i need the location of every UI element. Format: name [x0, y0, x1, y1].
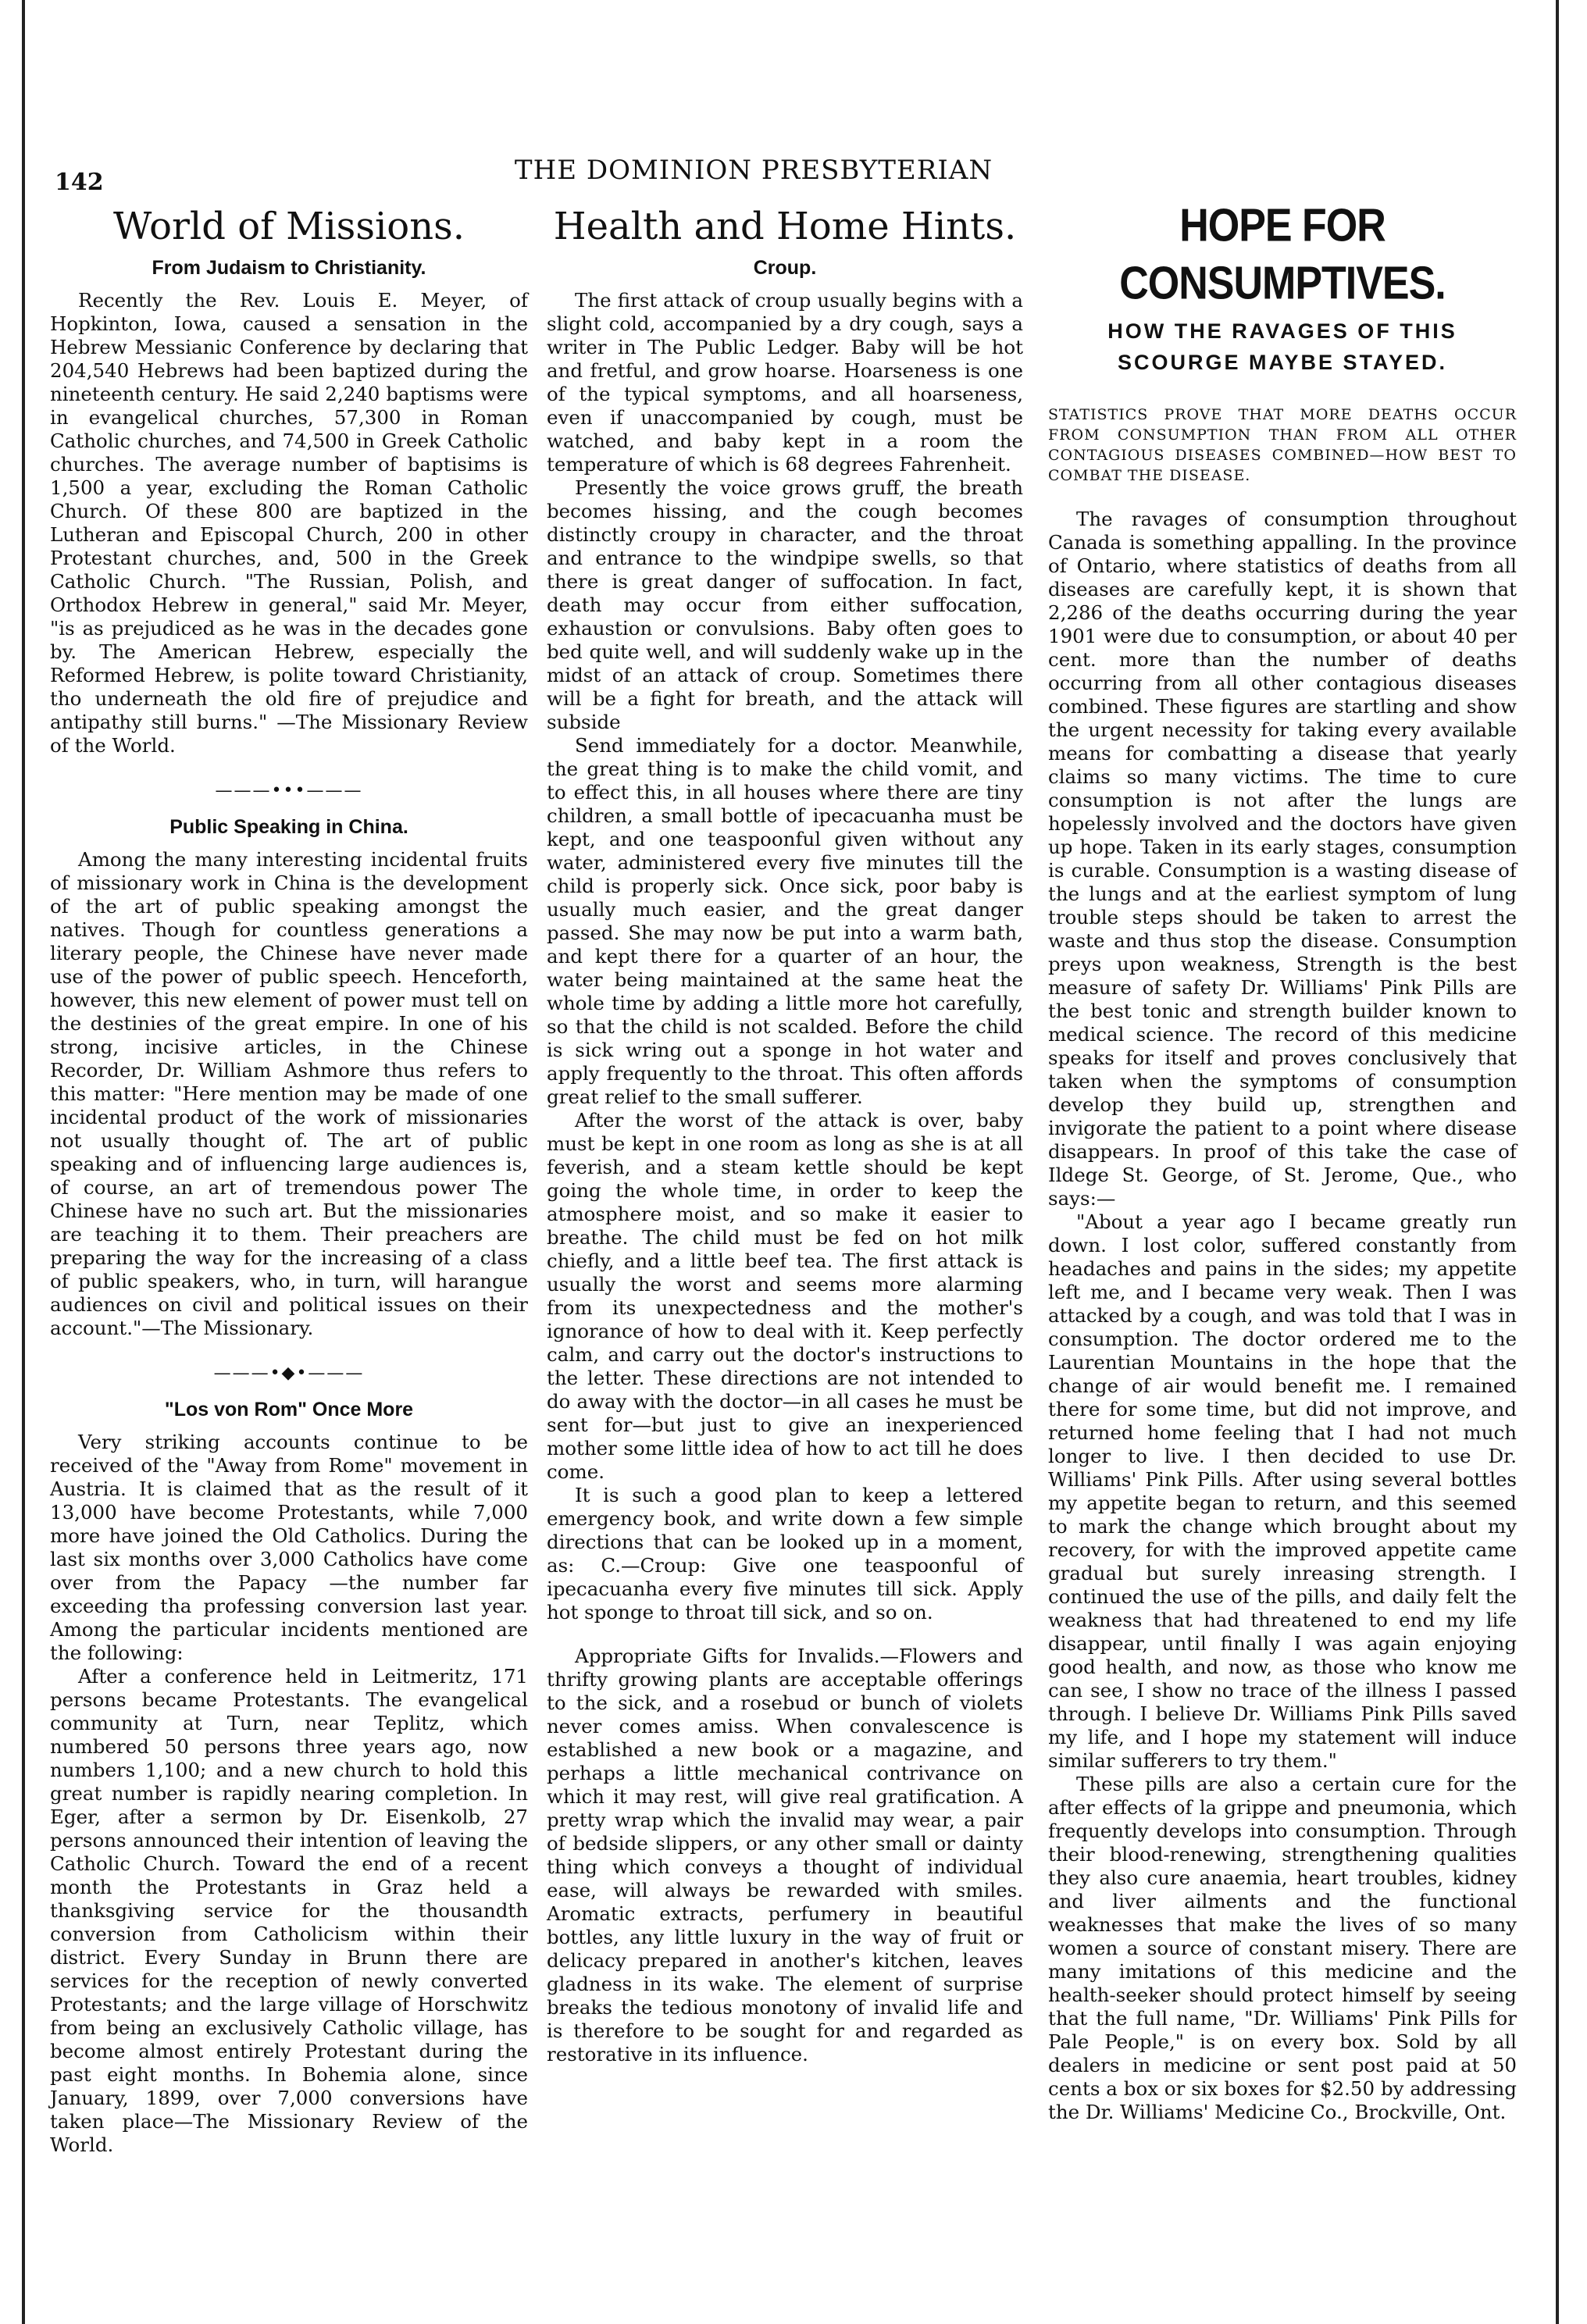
- article-paragraph: After a conference held in Leitmeritz, 171 persons became Protestants. The evangelical community at Turn, near Teplitz, which numbered 50 persons three years ago, now numbers 1,100; and a new church to hold this great number is rapidly nearing completion. In Eger, after a sermon by Dr. Eisenkolb, 27 persons announced their intention of leaving the Catholic Church. Toward the end of a recent month the Protestants in Graz held a thanksgiving service for the thousandth conversion from Catholicism within their district. Every Sunday in Brunn there are services for the reception of newly converted Protestants; and the large village of Horschwitz from being an exclusively Catholic village, has become almost entirely Protestant during the past eight months. In Bohemia alone, since January, 1899, over 7,000 conversions have taken place—The Missionary Review of the World.: [50, 1665, 528, 2156]
- article-paragraph: It is such a good plan to keep a lettered emergency book, and write down a few simple directions that can be looked up in a moment, as: C.—Croup: Give one teaspoonful of ipecacuanha every five minutes till sick. Apply hot sponge to throat till sick, and so on.: [547, 1484, 1023, 1624]
- article-paragraph: The ravages of consumption throughout Canada is something appalling. In the province of Ontario, where statistics of deaths from all diseases are carefully kept, it is shown that 2,286 of the deaths occurring during the year 1901 were due to consumption, or about 40 per cent. more than the number of deaths occurring from all other contagious diseases combined. These figures are startling and show the urgent necessity for taking every available means for combatting a disease that yearly claims so many victims. The time to cure consumption is not after the lungs are hopelessly involved and the doctors have given up hope. Taken in its early stages, consumption is curable. Consumption is a wasting disease of the lungs and at the earliest symptom of lung trouble steps should be taken to arrest the waste and thus stop the disease. Consumption preys upon weakness, Strength is the best measure of safety Dr. Williams' Pink Pills are the best tonic and strength builder known to medical science. The record of this medicine speaks for itself and proves conclusively that taken when the symptoms of consumption develop they build up, strengthen and invigorate the patient to a point where disease disappears. In proof of this take the case of Ildege St. George, of St. Jerome, Que., who says:—: [1048, 508, 1517, 1210]
- article-paragraph: Among the many interesting incidental fruits of missionary work in China is the development of the art of public speaking amongst the natives. Though for countless generations a literary people, the Chinese have never made use of the power of public speech. Henceforth, however, this new element of power must tell on the destinies of the great empire. In one of his strong, incisive articles, in the Chinese Recorder, Dr. William Ashmore thus refers to this matter: "Here mention may be made of one incidental product of the work of missionaries not usually thought of. The art of public speaking and of influencing large audiences is, of course, an art of tremendous power The Chinese have no such art. But the missionaries are teaching it to them. Their preachers are preparing the way for the increasing of a class of public speakers, who, in turn, will harangue audiences on civil and political issues on their account."—The Missionary.: [50, 848, 528, 1339]
- article-paragraph: The first attack of croup usually begins with a slight cold, accompanied by a dry cough, says a writer in The Public Ledger. Baby will be hot and fretful, and grow hoarse. Hoarseness is one of the typical symptoms, and all hoarseness, even if unaccompanied by cough, must be watched, and baby kept in a room the temperature of which is 68 degrees Fahrenheit.: [547, 289, 1023, 476]
- article-paragraph: "About a year ago I became greatly run down. I lost color, suffered constantly from headaches and pains in the sides; my appetite left me, and I became very weak. Then I was attacked by a cough, and was told that I was in consumption. The doctor ordered me to the Laurentian Mountains in the hope that the change of air would benefit me. I remained there for some time, but did not improve, and returned home feeling that I had not much longer to live. I then decided to use Dr. Williams' Pink Pills. After using several bottles my appetite began to return, and this seemed to mark the change which brought about my recovery, for with the improved appetite came gradual but surely inreasing strength. I continued the use of the pills, and daily felt the weakness that had threatened to end my life disappear, until finally I was again enjoying good health, and now, as those who know me can see, I show no trace of the illness I passed through. I believe Dr. Williams Pink Pills saved my life, and I hope my statement will induce similar sufferers to try them.": [1048, 1210, 1517, 1772]
- article-title: Croup.: [753, 257, 817, 279]
- column-world-of-missions: [50, 205, 528, 2157]
- column-advertisement: [1048, 199, 1517, 2124]
- section-masthead: Health and Home Hints.: [553, 205, 1017, 248]
- article-paragraph: After the worst of the attack is over, baby must be kept in one room as long as she is at all feverish, and a steam kettle should be kept going the whole time, in order to keep the atmosphere moist, and so make it easier to breathe. The child must be fed on hot milk chiefly, and a little beef tea. The first attack is usually the worst and seems more alarming from its unexpectedness and the mother's ignorance of how to deal with it. Keep perfectly calm, and carry out the doctor's instructions to the letter. These directions are not intended to do away with the doctor—in all cases he must be sent for—but just to give an inexperienced mother some little idea of how to act till he does come.: [547, 1109, 1023, 1483]
- section-divider: ———•••———: [215, 781, 363, 800]
- section-masthead: World of Missions.: [113, 205, 465, 248]
- article-paragraph: Very striking accounts continue to be received of the "Away from Rome" movement in Austria. It is claimed that as the result of it 13,000 have become Protestants, while 7,000 more have joined the Old Catholics. During the last six months over 3,000 Catholics have come over from the Papacy —the number far exceeding tha professing conversion last year. Among the particular incidents mentioned are the following:: [50, 1431, 528, 1664]
- article-title: "Los von Rom" Once More: [164, 1399, 414, 1420]
- advert-deck: STATISTICS PROVE THAT MORE DEATHS OCCUR FROM CONSUMPTION THAN FROM ALL OTHER CONTAGIOUS DISEASES COMBINED—HOW BEST TO COMBAT THE DISEASE.: [1048, 406, 1517, 484]
- article-paragraph: Recently the Rev. Louis E. Meyer, of Hopkinton, Iowa, caused a sensation in the Hebrew Messianic Conference by declaring that 204,540 Hebrews had been baptized during the nineteenth century. He said 2,240 baptisms were in evangelical churches, 57,300 in Roman Catholic churches, and 74,500 in Greek Catholic churches. The average number of baptisims is 1,500 a year, excluding the Roman Catholic Church. Of these 800 are baptized in the Lutheran and Episcopal Church, 200 in other Protestant churches, and, 500 in the Greek Catholic Church. "The Russian, Polish, and Orthodox Hebrew in general," said Mr. Meyer, "is as prejudiced as he was in the decades gone by. The American Hebrew, especially the Reformed Hebrew, is polite toward Christianity, tho underneath the old fire of prejudice and antipathy still burns." —The Missionary Review of the World.: [50, 289, 528, 757]
- article-paragraph: Send immediately for a doctor. Meanwhile, the great thing is to make the child vomit, and to effect this, in all houses where there are tiny children, a small bottle of ipecacuanha must be kept, and one teaspoonful given without any water, administered every five minutes till the child is properly sick. Once sick, poor baby is usually much easier, and the great danger passed. She may now be put into a warm bath, and kept there for a quarter of an hour, the water being maintained at the same heat the whole time by adding a little more hot carefully, so that the child is not scalded. Before the child is sick wring out a sponge in hot water and apply frequently to the throat. This often affords great relief to the small sufferer.: [547, 734, 1023, 1108]
- article-paragraph: These pills are also a certain cure for the after effects of la grippe and pneumonia, which frequently develops into consumption. Through their blood-renewing, strengthening qualities they also cure anaemia, heart troubles, kidney and liver ailments and the functional weaknesses that make the lives of so many women a source of constant misery. There are many imitations of this medicine and the health-seeker should protect himself by seeing that the full name, "Dr. Williams' Pink Pills for Pale People," is on every box. Sold by all dealers in medicine or sent post paid at 50 cents a box or six boxes for $2.50 by addressing the Dr. Williams' Medicine Co., Brockville, Ont.: [1048, 1773, 1517, 2123]
- article-paragraph: Appropriate Gifts for Invalids.—Flowers and thrifty growing plants are acceptable offerings to the sick, and a rosebud or bunch of violets never comes amiss. When convalescence is established a new book or a magazine, and perhaps a little mechanical contrivance on which it may rest, will give real gratification. A pretty wrap which the invalid may wear, a pair of bedside slippers, or any other small or dainty thing which conveys a thought of individual ease, will always be rewarded with smiles. Aromatic extracts, perfumery in beautiful bottles, any little luxury in the way of fruit or delicacy prepared in another's kitchen, leaves gladness in its wake. The element of surprise breaks the tedious monotony of invalid life and is therefore to be sought for and regarded as restorative in its influence.: [547, 1645, 1023, 2066]
- advert-headline: HOPE FOR CONSUMPTIVES.: [1119, 199, 1446, 310]
- page-number: 142: [55, 169, 104, 196]
- page-header: [55, 155, 1453, 201]
- article-title: Public Speaking in China.: [169, 816, 408, 838]
- article-title: From Judaism to Christianity.: [152, 257, 426, 279]
- advert-subhead: HOW THE RAVAGES OF THIS SCOURGE MAYBE STAYED.: [1107, 319, 1457, 374]
- section-divider: ———•◆•———: [213, 1363, 365, 1383]
- article-paragraph: Presently the voice grows gruff, the breath becomes hissing, and the cough becomes distinctly croupy in character, and the throat and entrance to the windpipe swells, so that there is great danger of suffocation. In fact, death may occur from either suffocation, exhaustion or convulsions. Baby often goes to bed quite well, and will suddenly wake up in the midst of an attack of croup. Sometimes there will be a fight for breath, and the attack will subside: [547, 476, 1023, 733]
- running-title: THE DOMINION PRESBYTERIAN: [514, 155, 993, 186]
- column-health-and-home-hints: [547, 205, 1023, 2066]
